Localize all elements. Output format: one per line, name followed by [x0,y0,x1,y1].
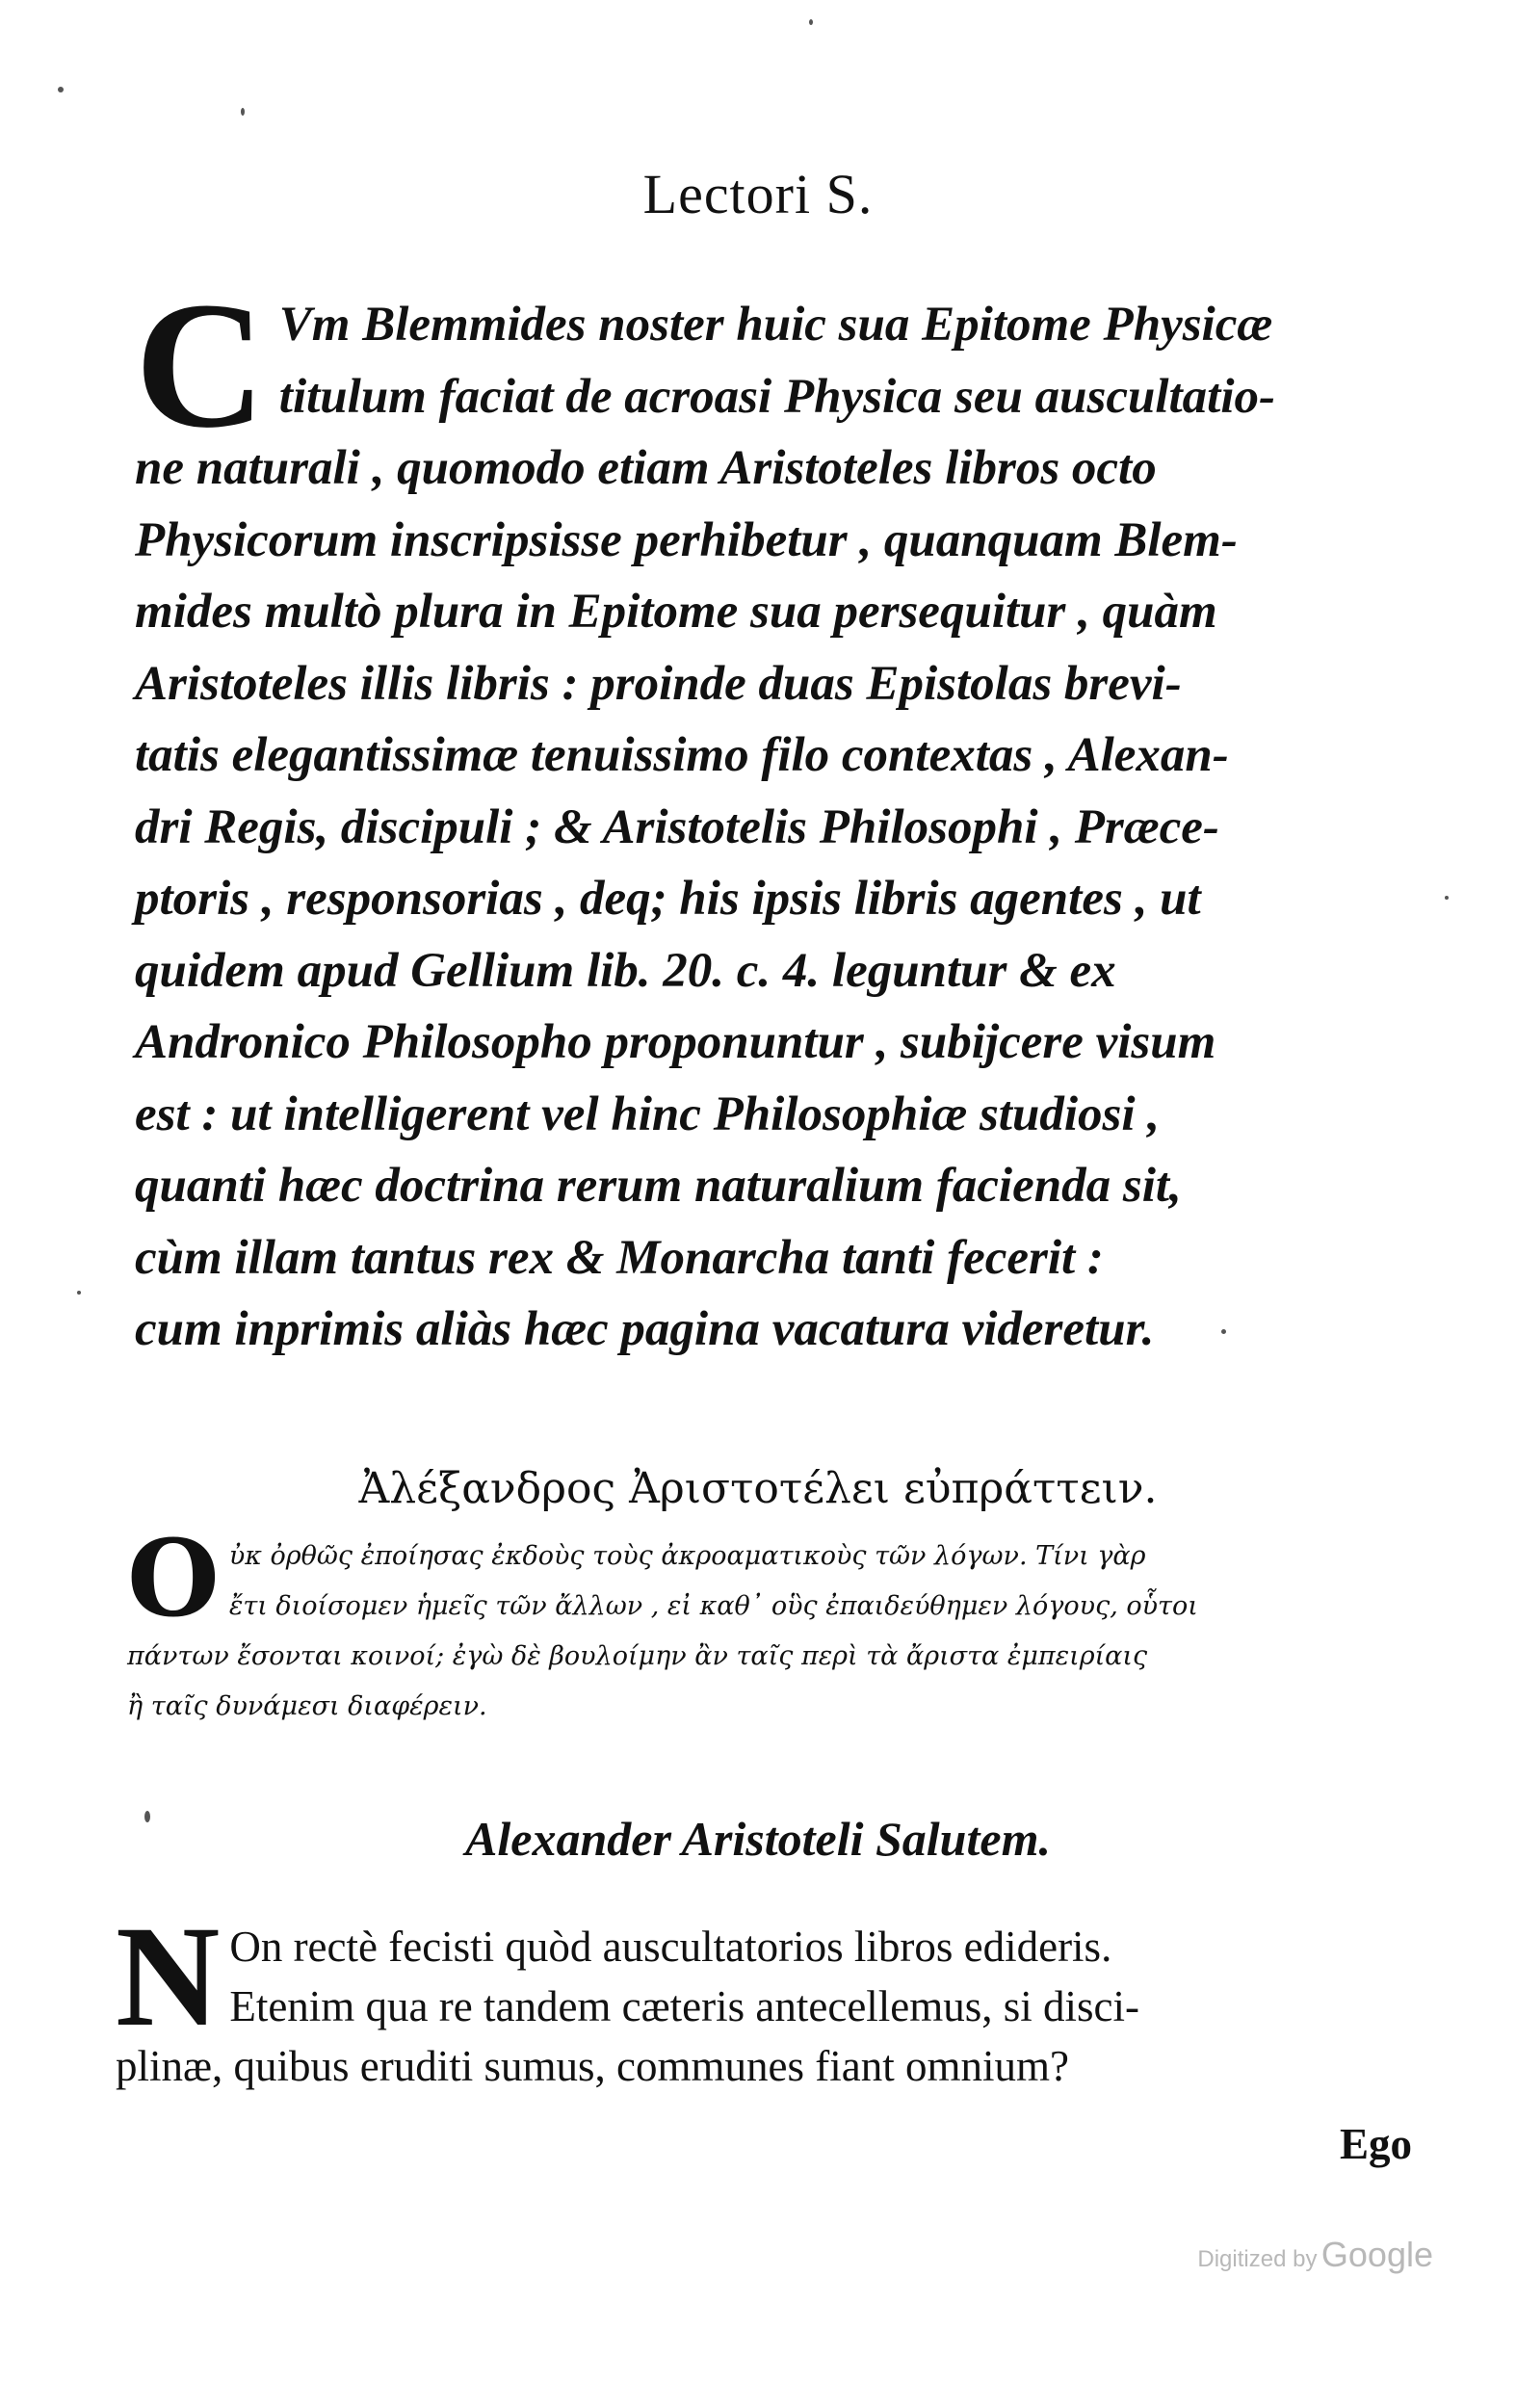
latin-line: quanti hæc doctrina rerum naturalium facienda sit, [135,1159,1182,1213]
roman-line: plinæ, quibus eruditi sumus, communes fiant omnium? [116,2042,1069,2090]
greek-line: πάντων ἔσονται κοινοί; ἐγὼ δὲ βουλοίμην ἂν ταῖς περὶ τὰ ἄριστα ἐμπειρίαις [127,1641,1148,1671]
greek-line: ἔτι διοίσομεν ἡμεῖς τῶν ἄλλων , εἰ καθ᾽ οὓς ἐπαιδεύθημεν λόγους, οὗτοι [228,1591,1198,1621]
latin-line: quidem apud Gellium lib. 20. c. 4. leguntur & ex [135,943,1116,998]
roman-line: On rectè fecisti quòd auscultatorios libros edideris. [229,1923,1112,1971]
watermark-prefix: Digitized by [1197,2246,1318,2272]
latin-line: mides multò plura in Epitome sua persequitur , quàm [135,585,1217,639]
latin-line: dri Regis, discipuli ; & Aristotelis Philosophi , Præce- [135,799,1219,854]
latin-line: ptoris , responsorias , deq; his ipsis libris agentes , ut [135,872,1201,926]
latin-line: cùm illam tantus rex & Monarcha tanti fecerit : [135,1230,1104,1285]
latin-line: Physicorum inscripsisse perhibetur , quanquam Blem- [135,512,1238,567]
drop-cap-c: C [135,264,266,465]
latin-line: tatis elegantissimæ tenuissimo filo contextas , Alexan- [135,728,1229,782]
roman-line: Etenim qua re tandem cæteris antecellemus, si disci- [229,1982,1140,2030]
scan-speck [58,87,64,92]
catchword: Ego [1339,2120,1412,2168]
greek-paragraph [127,1516,1427,1732]
scan-speck [241,108,245,116]
scan-speck [144,1811,150,1822]
latin-line: cum inprimis aliàs hæc pagina vacatura videretur. [135,1302,1155,1356]
scan-speck [809,19,813,25]
drop-cap-o: O [127,1516,220,1640]
latin-line: Vm Blemmides noster huic sua Epitome Physicæ [278,298,1273,352]
scan-speck [1445,896,1449,900]
latin-line: ne naturali , quomodo etiam Aristoteles libros octo [135,441,1157,495]
drop-cap-n: N [116,1897,221,2056]
running-head: Lectori S. [642,163,874,225]
google-logo: Google [1320,2235,1433,2274]
latin-line: est : ut intelligerent vel hinc Philosophiæ studiosi , [135,1086,1161,1141]
latin-line: titulum faciat de acroasi Physica seu auscultatio- [278,369,1275,424]
latin-paragraph [135,264,1416,1366]
latin-line: Andronico Philosopho proponuntur , subijcere visum [135,1015,1216,1069]
greek-letter-heading: Ἀλέξανδρος Ἀριστοτέλει εὐπράττειν. [358,1464,1158,1513]
latin-line: Aristoteles illis libris : proinde duas Epistolas brevi- [135,656,1182,711]
latin-letter-heading: Alexander Aristoteli Salutem. [465,1812,1051,1866]
digitized-watermark [1197,2235,1433,2275]
scan-speck [77,1291,81,1295]
greek-line: ἢ ταῖς δυνάμεσι διαφέρειν. [127,1691,487,1721]
roman-paragraph [116,1897,1425,2096]
scan-speck [1221,1329,1226,1334]
greek-line: ὐκ ὀρθῶς ἐποίησας ἐκδοὺς τοὺς ἀκροαματικοὺς τῶν λόγων. Τίνι γὰρ [228,1541,1146,1571]
